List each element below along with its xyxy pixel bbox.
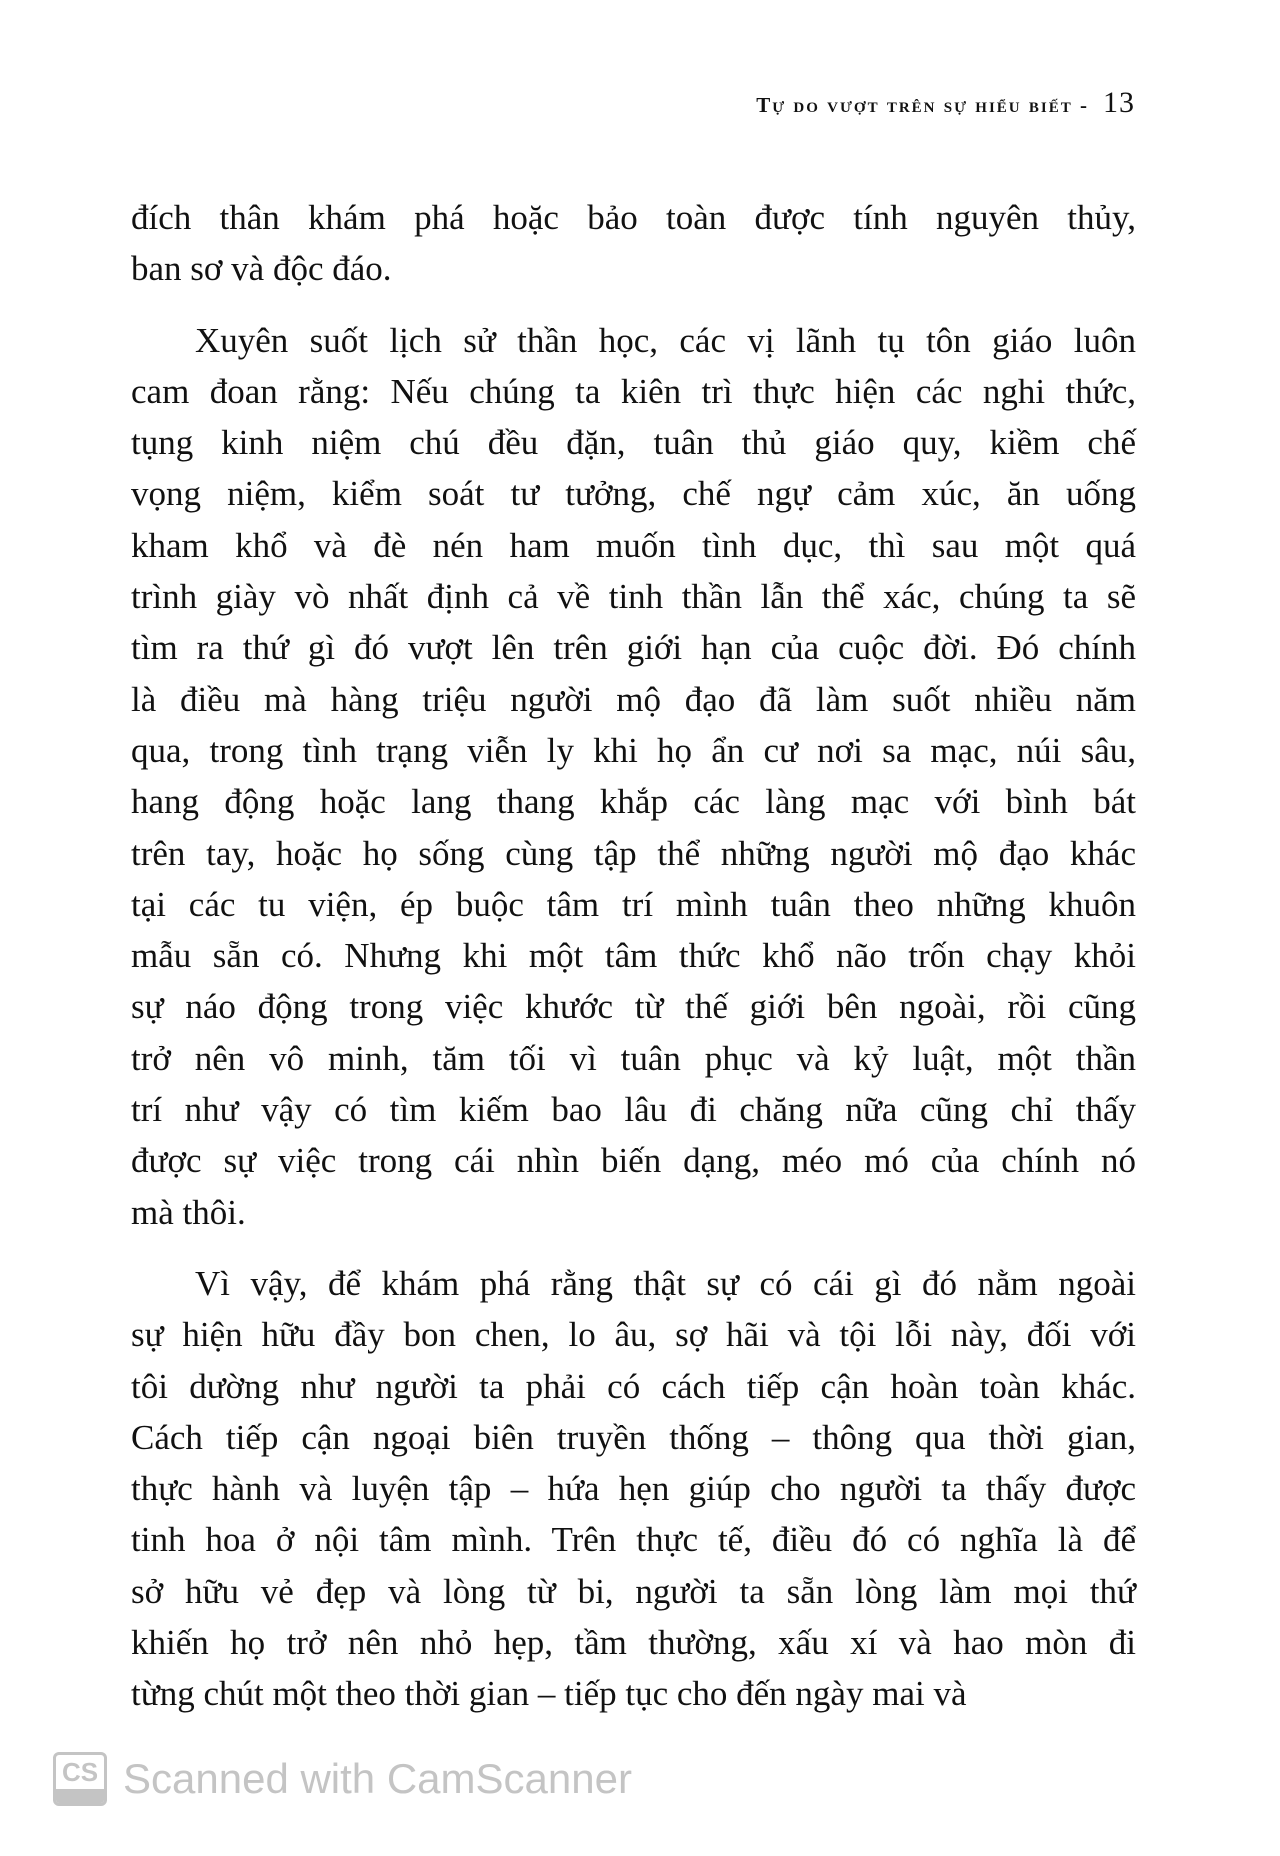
- text-line: Vì vậy, để khám phá rằng thật sự có cái gì đó nằm ngoài: [195, 1263, 1136, 1303]
- text-line: sự náo động trong việc khước từ thế giới bên ngoài, rồi cũng: [131, 987, 1136, 1027]
- text-line: mẫu sẵn có. Nhưng khi một tâm thức khổ não trốn chạy khỏi: [131, 936, 1136, 976]
- running-header: [756, 86, 1135, 120]
- text-line: tại các tu viện, ép buộc tâm trí mình tuân theo những khuôn: [131, 884, 1136, 924]
- text-line: trở nên vô minh, tăm tối vì tuân phục và kỷ luật, một thần: [131, 1038, 1136, 1078]
- watermark-text: Scanned with CamScanner: [123, 1755, 632, 1802]
- text-line: tinh hoa ở nội tâm mình. Trên thực tế, điều đó có nghĩa là để: [131, 1520, 1136, 1560]
- text-line: thực hành và luyện tập – hứa hẹn giúp cho người ta thấy được: [131, 1469, 1136, 1509]
- running-title: Tự do vượt trên sự hiểu biết -: [756, 93, 1089, 117]
- page-number: 13: [1103, 86, 1135, 119]
- paragraph: [131, 1258, 1136, 1720]
- text-line: đích thân khám phá hoặc bảo toàn được tính nguyên thủy,: [131, 198, 1136, 237]
- text-line: trên tay, hoặc họ sống cùng tập thể những người mộ đạo khác: [131, 833, 1136, 873]
- text-line: sở hữu vẻ đẹp và lòng từ bi, người ta sẵn lòng làm mọi thứ: [131, 1571, 1136, 1611]
- text-line: tìm ra thứ gì đó vượt lên trên giới hạn của cuộc đời. Đó chính: [131, 628, 1136, 668]
- text-line: mà thôi.: [131, 1192, 246, 1232]
- paragraph: [131, 192, 1136, 295]
- text-line: trí như vậy có tìm kiếm bao lâu đi chăng nữa cũng chỉ thấy: [131, 1090, 1136, 1130]
- logo-text: CS: [61, 1757, 99, 1787]
- text-line: hang động hoặc lang thang khắp các làng mạc với bình bát: [131, 782, 1136, 822]
- text-line: được sự việc trong cái nhìn biến dạng, méo mó của chính nó: [131, 1141, 1136, 1181]
- text-line: vọng niệm, kiểm soát tư tưởng, chế ngự cảm xúc, ăn uống: [131, 474, 1136, 514]
- text-line: sự hiện hữu đầy bon chen, lo âu, sợ hãi và tội lỗi này, đối với: [131, 1315, 1136, 1355]
- text-line: khiến họ trở nên nhỏ hẹp, tầm thường, xấu xí và hao mòn đi: [131, 1623, 1136, 1663]
- text-line: từng chút một theo thời gian – tiếp tục cho đến ngày mai và: [131, 1674, 967, 1714]
- page-body: [131, 192, 1136, 1740]
- text-line: cam đoan rằng: Nếu chúng ta kiên trì thực hiện các nghi thức,: [131, 371, 1136, 411]
- text-line: qua, trong tình trạng viễn ly khi họ ẩn cư nơi sa mạc, núi sâu,: [131, 730, 1136, 770]
- text-line: trình giày vò nhất định cả về tinh thần lẫn thể xác, chúng ta sẽ: [131, 577, 1136, 617]
- text-line: tụng kinh niệm chú đều đặn, tuân thủ giáo quy, kiềm chế: [131, 423, 1136, 463]
- camscanner-logo-icon: [53, 1752, 107, 1806]
- paragraph: [131, 315, 1136, 1238]
- text-line: Cách tiếp cận ngoại biên truyền thống – thông qua thời gian,: [131, 1417, 1136, 1457]
- text-line: là điều mà hàng triệu người mộ đạo đã làm suốt nhiều năm: [131, 679, 1136, 719]
- camscanner-watermark: [53, 1752, 632, 1806]
- text-line: kham khổ và đè nén ham muốn tình dục, thì sau một quá: [131, 525, 1136, 565]
- text-line: ban sơ và độc đáo.: [131, 249, 392, 289]
- text-line: tôi dường như người ta phải có cách tiếp cận hoàn toàn khác.: [131, 1366, 1136, 1406]
- text-line: Xuyên suốt lịch sử thần học, các vị lãnh tụ tôn giáo luôn: [195, 320, 1136, 360]
